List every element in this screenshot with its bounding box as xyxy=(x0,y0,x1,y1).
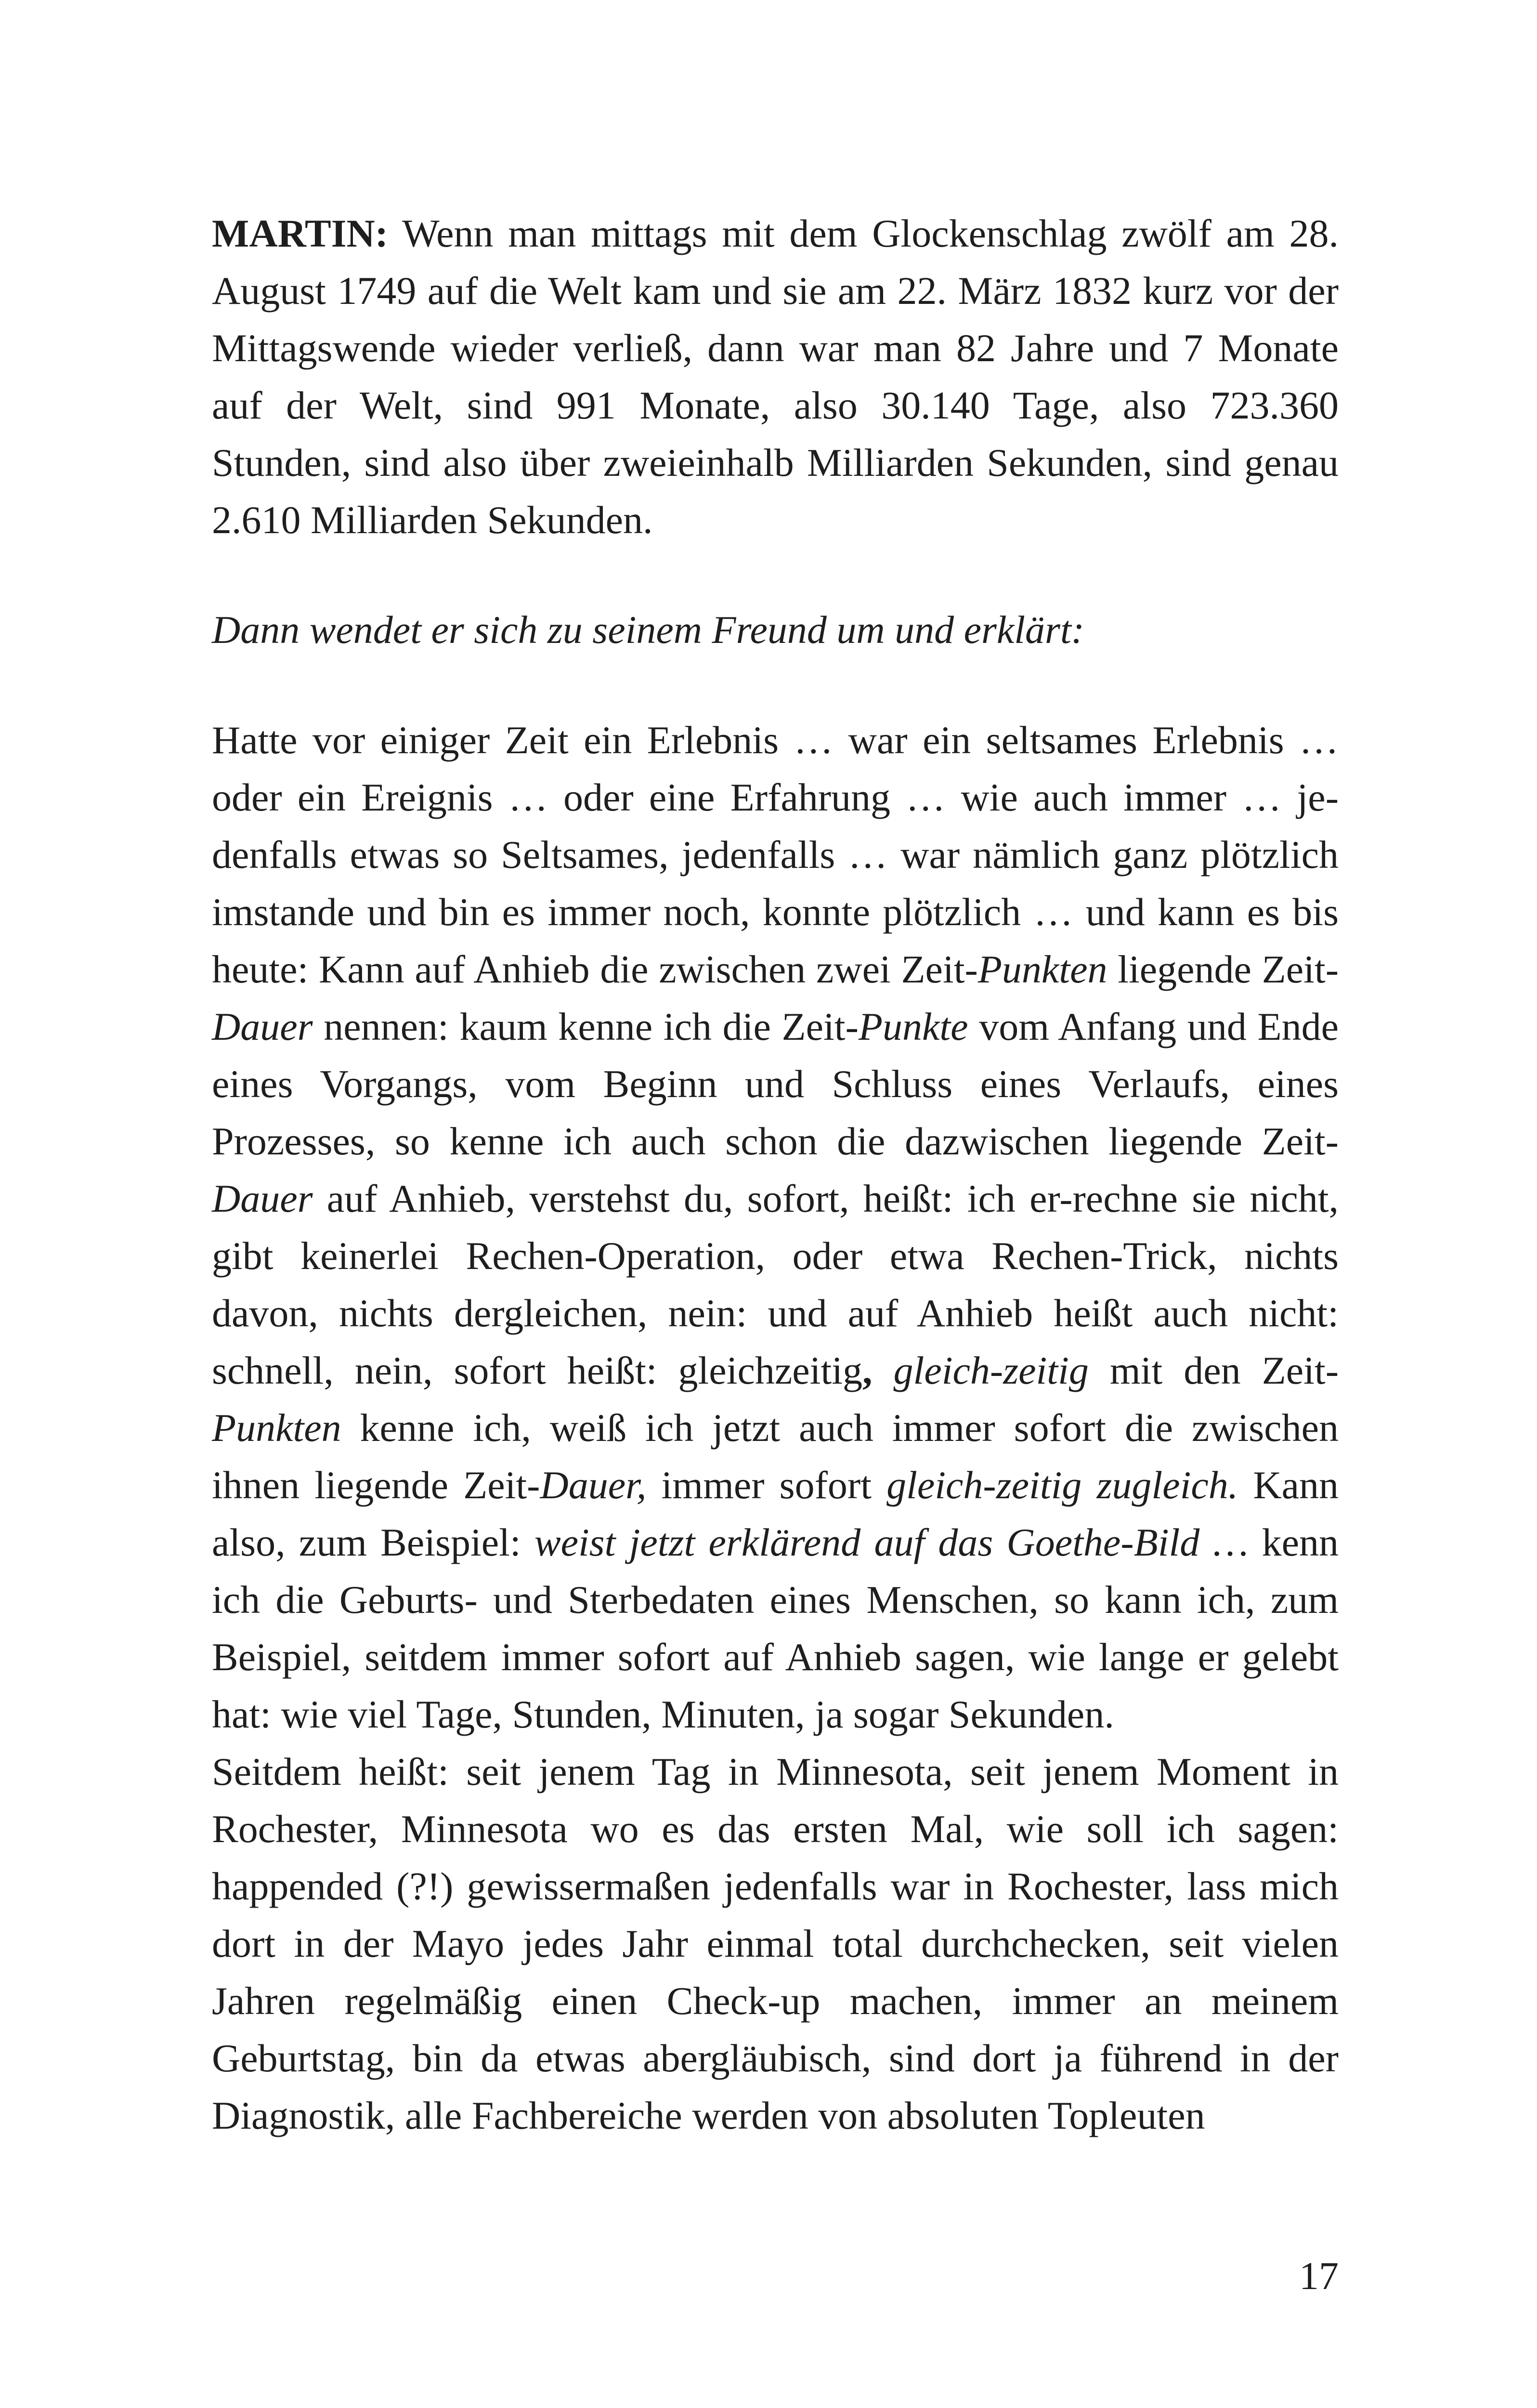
emphasis: Dauer xyxy=(212,1177,313,1220)
page-number: 17 xyxy=(1299,2254,1339,2298)
text-run: liegende Zeit- xyxy=(1107,947,1339,991)
text-run: nennen: kaum kenne ich die Zeit- xyxy=(313,1005,859,1048)
text-run: Hatte vor einiger Zeit ein Erlebnis … war ein seltsames Erlebnis … oder ein Ereignis … oder eine Erfahrung … wie auch immer … jedenfalls etwas so Seltsames, jedenfalls … war nämlich ganz plötzlich imstande und bin es immer noch, konnte plötzlich … und kann es bis heute: Kann auf Anhieb die zwischen zwei Zeit- xyxy=(212,718,1339,991)
text-run: kenn ich die Geburts- und Sterbedaten eines Menschen, so kann ich, zum Beispiel, seitdem immer sofort auf Anhieb sagen, wie lange er gelebt hat: wie viel Tage, Stunden, Minuten, ja sogar Sekunden. xyxy=(212,1520,1339,1736)
monologue xyxy=(212,711,1339,2144)
emphasis: weist jetzt erklärend auf das Goethe-Bild … xyxy=(534,1520,1249,1564)
emphasis: Punkten xyxy=(977,947,1107,991)
stage-direction xyxy=(212,601,1339,658)
emphasis: Dauer xyxy=(212,1005,313,1048)
text-run: Kann also, zum Beispiel: xyxy=(212,1463,1339,1564)
text-run: auf Anhieb, verstehst du, sofort, heißt: ich er-rechne sie nicht, gibt keinerlei Rechen-Operation, oder etwa Rechen-Trick, nichts davon, nichts dergleichen, nein: und auf Anhieb heißt auch nicht: schnell, nein, sofort heißt: gleichzeitig xyxy=(212,1177,1339,1392)
text-run: mit den Zeit- xyxy=(1088,1348,1339,1392)
emphasis: gleich-zeitig zugleich. xyxy=(886,1463,1238,1507)
emphasis: gleich-zeitig xyxy=(893,1348,1089,1392)
text-run: vom Anfang und Ende eines Vorgangs, vom Beginn und Schluss eines Verlaufs, eines Prozesses, so kenne ich auch schon die dazwischen liegende Zeit- xyxy=(212,1005,1339,1163)
stage-direction-text: Dann wendet er sich zu seinem Freund um und erklärt: xyxy=(212,608,1085,652)
monologue-paragraph-1 xyxy=(212,711,1339,1743)
bold-comma: , xyxy=(862,1348,873,1392)
dialogue-text: Wenn man mittags mit dem Glockenschlag zwölf am 28. August 1749 auf die Welt kam und sie am 22. März 1832 kurz vor der Mittagswende wieder verließ, dann war man 82 Jahre und 7 Monate auf der Welt, sind 991 Monate, also 30.140 Tage, also 723.360 Stunden, sind also über zweieinhalb Milliarden Sekunden, sind genau 2.610 Milliarden Sekunden. xyxy=(212,211,1339,542)
text-run xyxy=(873,1348,894,1392)
emphasis: Punkten xyxy=(212,1406,341,1450)
dialogue-martin xyxy=(212,205,1339,549)
dialogue-paragraph xyxy=(212,205,1339,549)
monologue-paragraph-2: Seitdem heißt: seit jenem Tag in Minnesota, seit jenem Moment in Rochester, Minnesota wo es das ersten Mal, wie soll ich sagen: happended (?!) gewissermaßen jedenfalls war in Rochester, lass mich dort in der Mayo jedes Jahr einmal total durchchecken, seit vielen Jahren regelmäßig einen Check-up machen, immer an meinem Geburtstag, bin da etwas abergläubisch, sind dort ja führend in der Diagnostik, alle Fachbereiche werden von absoluten Topleuten xyxy=(212,1750,1339,2137)
emphasis: Punkte xyxy=(858,1005,968,1048)
text-run: immer sofort xyxy=(646,1463,887,1507)
speaker-name: MARTIN: xyxy=(212,211,389,255)
emphasis: Dauer, xyxy=(540,1463,647,1507)
text-run: kenne ich, weiß ich jetzt auch immer sofort die zwischen ihnen liegende Zeit- xyxy=(212,1406,1339,1507)
